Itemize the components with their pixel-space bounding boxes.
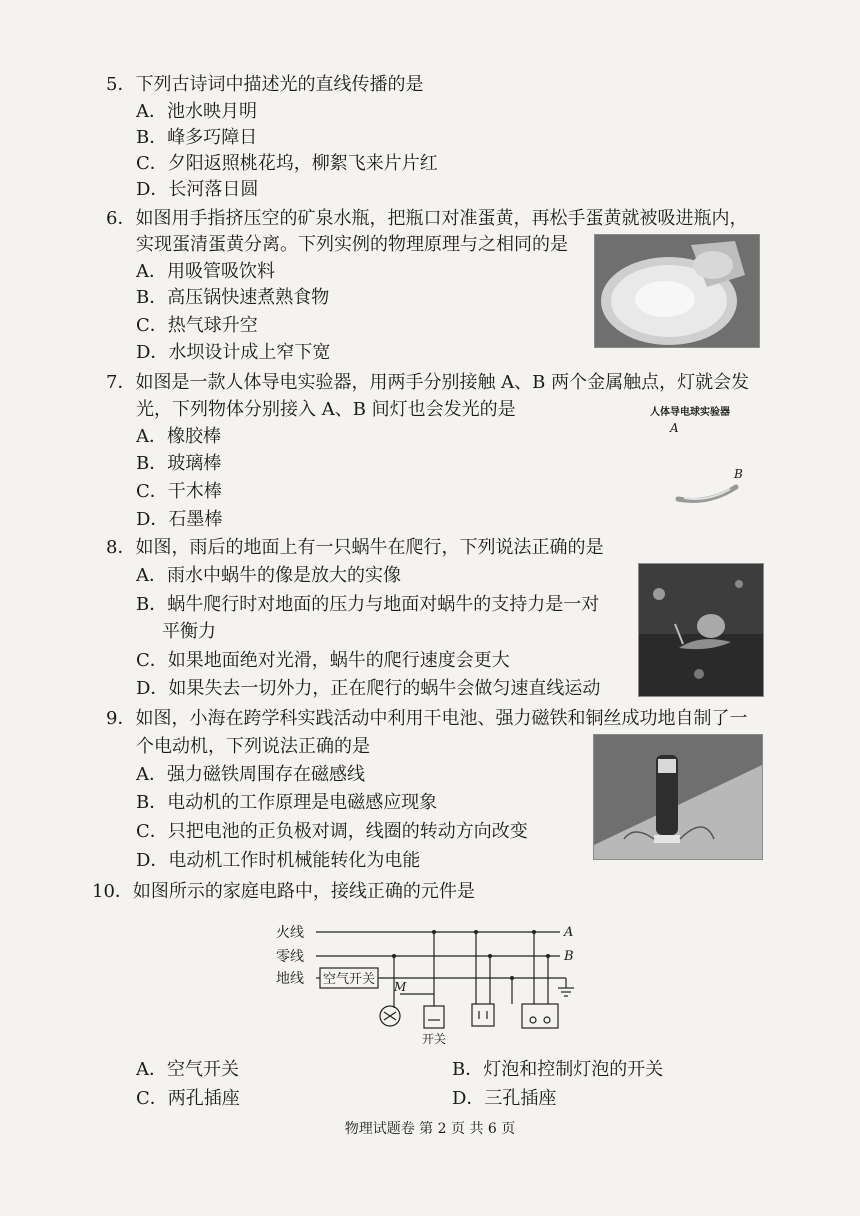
conductivity-tester-title: 人体导电球实验器 xyxy=(650,407,730,418)
point-b-label: B xyxy=(564,949,574,964)
q8-stem: 8．如图，雨后的地面上有一只蜗牛在爬行，下列说法正确的是 xyxy=(106,537,604,558)
ground-wire-label: 地线 xyxy=(276,971,304,987)
q10-option-a: A．空气开关 xyxy=(136,1059,239,1080)
q7-stem-line2: 光，下列物体分别接入 A、B 间灯也会发光的是 xyxy=(136,399,516,420)
q8-option-c: C．如果地面绝对光滑，蜗牛的爬行速度会更大 xyxy=(136,650,510,671)
q7-option-b: B．玻璃棒 xyxy=(136,453,222,474)
contact-b-label: B xyxy=(734,467,743,481)
neutral-wire-label: 零线 xyxy=(276,949,304,965)
q7-option-d: D．石墨棒 xyxy=(136,509,223,530)
switch-label: 开关 xyxy=(422,1032,447,1046)
q10-stem: 10．如图所示的家庭电路中，接线正确的元件是 xyxy=(92,881,475,902)
q9-stem-line1: 9．如图，小海在跨学科实践活动中利用干电池、强力磁铁和铜丝成功地自制了一 xyxy=(106,708,748,729)
q9-stem-line2: 个电动机，下列说法正确的是 xyxy=(136,736,370,757)
q9-option-d: D．电动机工作时机械能转化为电能 xyxy=(136,850,421,871)
egg-separation-photo xyxy=(594,234,760,348)
q8-option-b-continued: 平衡力 xyxy=(162,621,216,642)
point-m-label: M xyxy=(394,980,407,994)
q9-option-b: B．电动机的工作原理是电磁感应现象 xyxy=(136,792,438,813)
q6-option-a: A．用吸管吸饮料 xyxy=(136,261,275,282)
q6-option-c: C．热气球升空 xyxy=(136,315,258,336)
page-footer: 物理试题卷 第 2 页 共 6 页 xyxy=(344,1121,516,1137)
egg-separation-illustration xyxy=(595,235,759,347)
point-a-label: A xyxy=(564,925,574,940)
q8-option-b: B．蜗牛爬行时对地面的压力与地面对蜗牛的支持力是一对 xyxy=(136,594,600,615)
q7-option-c: C．干木棒 xyxy=(136,481,222,502)
q8-option-a: A．雨水中蜗牛的像是放大的实像 xyxy=(136,565,401,586)
q10-option-d: D．三孔插座 xyxy=(452,1088,557,1109)
snail-photo xyxy=(638,563,764,697)
air-switch-label: 空气开关 xyxy=(323,972,376,987)
q5-option-c: C．夕阳返照桃花坞，柳絮飞来片片红 xyxy=(136,153,438,174)
q5-option-b: B．峰多巧障日 xyxy=(136,127,258,148)
q5-stem: 5．下列古诗词中描述光的直线传播的是 xyxy=(106,74,424,95)
contact-a-label: A xyxy=(670,421,679,435)
live-wire-label: 火线 xyxy=(276,925,304,941)
q9-option-c: C．只把电池的正负极对调，线圈的转动方向改变 xyxy=(136,821,528,842)
q10-option-c: C．两孔插座 xyxy=(136,1088,240,1109)
q6-stem-line2: 实现蛋清蛋黄分离。下列实例的物理原理与之相同的是 xyxy=(136,234,568,255)
q7-option-a: A．橡胶棒 xyxy=(136,426,221,447)
tester-ball-sketch xyxy=(650,403,780,513)
q9-option-a: A．强力磁铁周围存在磁感线 xyxy=(136,764,365,785)
q5-option-a: A．池水映月明 xyxy=(136,101,257,122)
q10-option-b: B．灯泡和控制灯泡的开关 xyxy=(452,1059,664,1080)
motor-photo xyxy=(593,734,763,860)
q8-option-d: D．如果失去一切外力，正在爬行的蜗牛会做匀速直线运动 xyxy=(136,678,601,699)
snail-illustration xyxy=(639,564,763,696)
q7-stem-line1: 7．如图是一款人体导电实验器，用两手分别接触 A、B 两个金属触点，灯就会发 xyxy=(106,372,750,393)
household-circuit-diagram xyxy=(270,916,600,1050)
q5-option-d: D．长河落日圆 xyxy=(136,179,259,200)
conductivity-tester-figure xyxy=(650,403,780,513)
q6-option-b: B．高压锅快速煮熟食物 xyxy=(136,287,330,308)
motor-illustration xyxy=(594,735,762,859)
q6-option-d: D．水坝设计成上窄下宽 xyxy=(136,342,331,363)
q6-stem-line1: 6．如图用手指挤压空的矿泉水瓶，把瓶口对准蛋黄，再松手蛋黄就被吸进瓶内， xyxy=(106,208,748,229)
